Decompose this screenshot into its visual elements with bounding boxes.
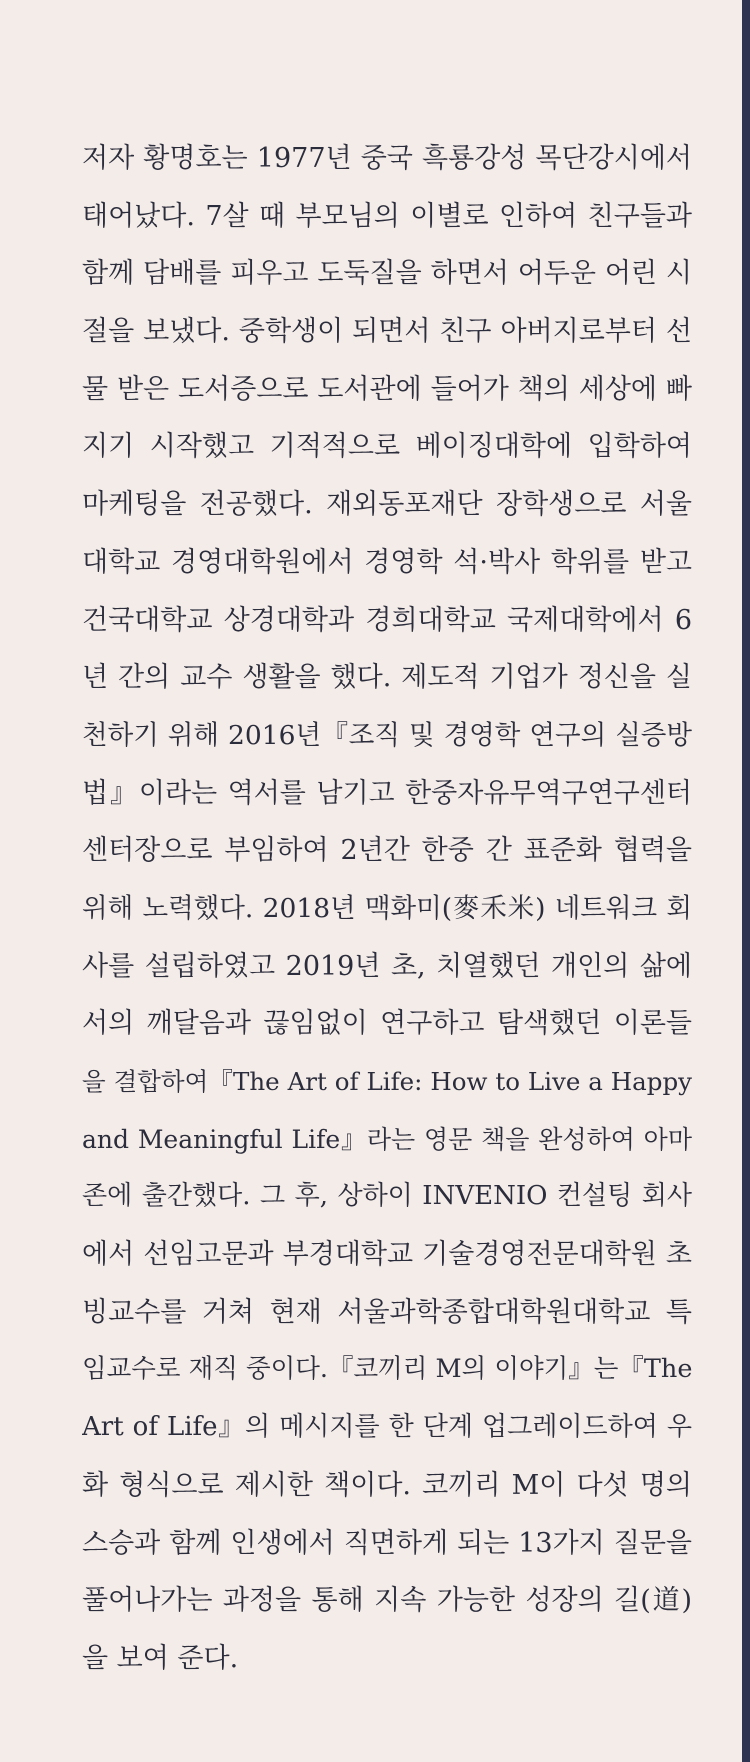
- bio-line: 스승과 함께 인생에서 직면하게 되는 13가지 질문을: [82, 1527, 692, 1559]
- author-bio: [82, 130, 692, 1688]
- bio-line: 대학교 경영대학원에서 경영학 석·박사 학위를 받고: [82, 546, 692, 578]
- bio-line: 물 받은 도서증으로 도서관에 들어가 책의 세상에 빠: [82, 373, 692, 405]
- bio-line: 서의 깨달음과 끊임없이 연구하고 탐색했던 이론들: [82, 1008, 692, 1040]
- bio-line: 태어났다. 7살 때 부모님의 이별로 인하여 친구들과: [82, 200, 692, 232]
- bio-line: and Meaningful Life』라는 영문 책을 완성하여 아마: [82, 1124, 692, 1154]
- bio-line: 지기 시작했고 기적적으로 베이징대학에 입학하여: [82, 431, 692, 463]
- bio-line: 을 보여 준다.: [82, 1642, 239, 1674]
- bio-line: 건국대학교 상경대학과 경희대학교 국제대학에서 6: [82, 604, 692, 636]
- bio-line: 위해 노력했다. 2018년 맥화미(麥禾米) 네트워크 회: [82, 892, 692, 924]
- bio-line: 마케팅을 전공했다. 재외동포재단 장학생으로 서울: [82, 489, 692, 521]
- edge-bar: [742, 0, 750, 1762]
- bio-line: 절을 보냈다. 중학생이 되면서 친구 아버지로부터 선: [82, 316, 692, 348]
- bio-line: 을 결합하여『The Art of Life: How to Live a Happy: [82, 1067, 692, 1096]
- bio-line: 빙교수를 거쳐 현재 서울과학종합대학원대학교 특: [82, 1296, 692, 1328]
- bio-line: 법』이라는 역서를 남기고 한중자유무역구연구센터: [82, 777, 692, 809]
- bio-line: 에서 선임고문과 부경대학교 기술경영전문대학원 초: [82, 1239, 692, 1271]
- bio-line: 저자 황명호는 1977년 중국 흑룡강성 목단강시에서: [82, 143, 692, 174]
- bio-line: 센터장으로 부임하여 2년간 한중 간 표준화 협력을: [82, 835, 692, 867]
- bio-line: 사를 설립하였고 2019년 초, 치열했던 개인의 삶에: [82, 950, 692, 982]
- bio-line: 임교수로 재직 중이다.『코끼리 M의 이야기』는『The: [82, 1354, 692, 1385]
- bio-line: 존에 출간했다. 그 후, 상하이 INVENIO 컨설팅 회사: [82, 1181, 692, 1212]
- bio-line: Art of Life』의 메시지를 한 단계 업그레이드하여 우: [82, 1412, 692, 1443]
- bio-line: 풀어나가는 과정을 통해 지속 가능한 성장의 길(道): [82, 1585, 692, 1617]
- bio-line: 년 간의 교수 생활을 했다. 제도적 기업가 정신을 실: [82, 662, 692, 694]
- bio-line: 함께 담배를 피우고 도둑질을 하면서 어두운 어린 시: [82, 258, 692, 290]
- bio-line: 천하기 위해 2016년『조직 및 경영학 연구의 실증방: [82, 719, 692, 751]
- bio-line: 화 형식으로 제시한 책이다. 코끼리 M이 다섯 명의: [82, 1469, 692, 1501]
